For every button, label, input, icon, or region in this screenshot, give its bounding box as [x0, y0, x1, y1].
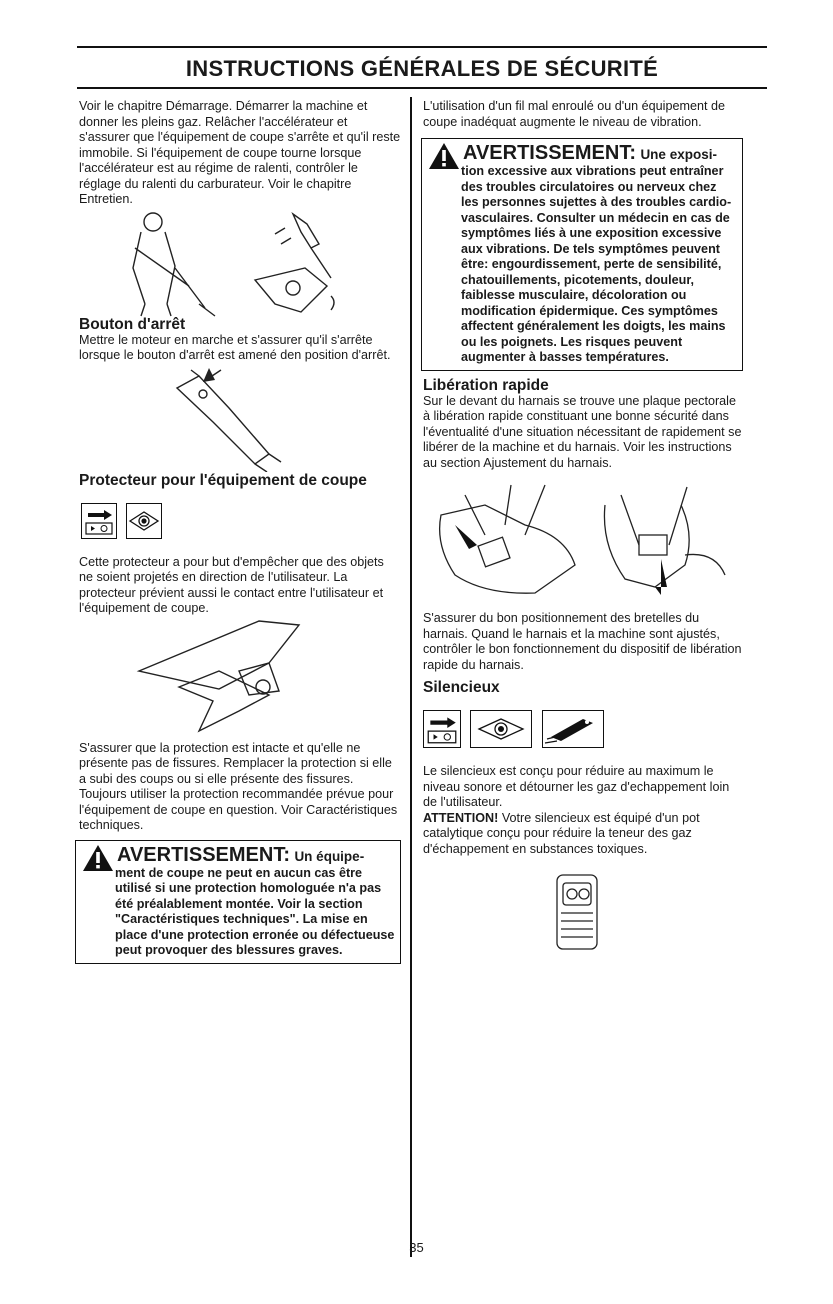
- stop-button-text: Mettre le moteur en marche et s'assurer qu'il s'arrête lorsque le bouton d'arrêt est amené den position d'arrêt.: [79, 332, 391, 362]
- catalytic-muffler-illustration: [547, 869, 607, 955]
- stop-illustration-area: [79, 364, 401, 472]
- warning-title: AVERTISSEMENT:: [463, 142, 636, 164]
- warning-text: ment de coupe ne peut en aucun cas être utilisé si une protection homologuée n'a pas été préalablement montée. Voir la section "Caractéristiques techniques". La mise en place d'une protection erronée ou défectueuse peut provoquer des blessures graves.: [115, 865, 395, 957]
- quick-release-heading: Libération rapide: [423, 376, 549, 394]
- guard-pictograms: [81, 503, 401, 541]
- harness-check-text: S'assurer du bon positionnement des bretelles du harnais. Quand le harnais et la machine sont ajustés, contrôler le bon fonctionnement du dispositif de libération rapide du harnais.: [423, 611, 742, 672]
- muffler-icon: [542, 710, 604, 748]
- eye-icon: [126, 503, 162, 539]
- warning-lead: Une exposi-: [640, 147, 717, 162]
- muffler-heading: Silencieux: [423, 679, 500, 696]
- title-rule: [77, 87, 767, 89]
- vibration-intro: L'utilisation d'un fil mal enroulé ou d'un équipement de coupe inadéquat augmente le niveau de vibration.: [423, 99, 725, 129]
- manual-icon: [81, 503, 117, 539]
- harness-illustration-area: [423, 471, 743, 611]
- muffler-pictograms: [423, 710, 743, 752]
- page-title: INSTRUCTIONS GÉNÉRALES DE SÉCURITÉ: [185, 56, 659, 81]
- muffler-illustration-area: [423, 857, 743, 967]
- warning-triangle-icon: [82, 844, 114, 872]
- stop-button-heading: Bouton d'arrêt: [79, 315, 186, 333]
- warning-title: AVERTISSEMENT:: [117, 843, 290, 866]
- quick-release-text: Sur le devant du harnais se trouve une plaque pectorale à libération rapide constituant une bonne sécurité dans l'éventualité d'une situation nécessitant de rapidement se libérer de la machine et du harnais. Voir les instructions au section Ajustement du harnais.: [423, 393, 742, 470]
- attention-label: ATTENTION!: [423, 810, 499, 825]
- right-column: [423, 99, 743, 967]
- warning-triangle-icon: [428, 142, 460, 170]
- intro-paragraph: Voir le chapitre Démarrage. Démarrer la machine et donner les pleins gaz. Relâcher l'accélérateur et s'assurer que l'équipement de coupe s'arrête et qu'il reste immobile. Si l'équipement de coupe tourne lorsque l'accélérateur est au régime de ralenti, contrôler le réglage du ralenti du carburateur. Voir le chapitre Entretien.: [79, 99, 401, 206]
- attention-text: Votre silencieux est équipé d'un pot catalytique conçu pour réduire la teneur des gaz d'échappement en substances toxiques.: [423, 810, 700, 856]
- harness-release-illustration: [425, 475, 741, 611]
- guard-illustration-area: [79, 617, 401, 741]
- guard-text-2: S'assurer que la protection est intacte et qu'elle ne présente pas de fissures. Remplacer la protection si elle a subi des coups ou si elle présente des fissures. Toujours utiliser la protection recommandée prévue pour l'équipement de coupe en question. Voir Caractéristiques techniques.: [79, 740, 398, 832]
- warning-lead: Un équipe-: [294, 848, 365, 864]
- manual-icon: [423, 710, 461, 748]
- stop-switch-illustration: [169, 368, 299, 472]
- start-illustration-area: [79, 208, 401, 316]
- warning-text: tion excessive aux vibrations peut entraîner des troubles circulatoires ou nerveux chez les personnes sujettes à des troubles cardio-vasculaires. Consulter un médecin en cas de symptômes liés à une exposition excessive aux vibrations. De tels symptômes peuvent être: engourdissement, perte de sensibilité, chatouillements, picotements, douleur, faiblesse musculaire, décoloration ou modification épidermique. Ces symptômes affectent généralement les doigts, les mains ou les poignets. Les risques peuvent augmenter à basses températures.: [461, 164, 732, 364]
- guard-warning-box: [75, 840, 401, 964]
- left-column: [79, 99, 401, 964]
- top-rule: [77, 46, 767, 48]
- vibration-warning-box: [421, 138, 743, 371]
- trimmer-operator-illustration: [105, 208, 355, 320]
- eye-icon: [470, 710, 532, 748]
- cutting-guard-illustration: [119, 611, 349, 739]
- muffler-text: Le silencieux est conçu pour réduire au maximum le niveau sonore et détourner les gaz d'echappement loin de l'utilisateur.: [423, 764, 730, 809]
- page-number: 35: [409, 1240, 424, 1255]
- guard-heading: Protecteur pour l'équipement de coupe: [79, 471, 367, 489]
- guard-text: Cette protecteur a pour but d'empêcher que des objets ne soient projetés en direction de l'utilisateur. La protecteur prévient aussi le contact entre l'utilisateur et l'équipement de coupe.: [79, 554, 384, 615]
- column-divider: [410, 97, 412, 1257]
